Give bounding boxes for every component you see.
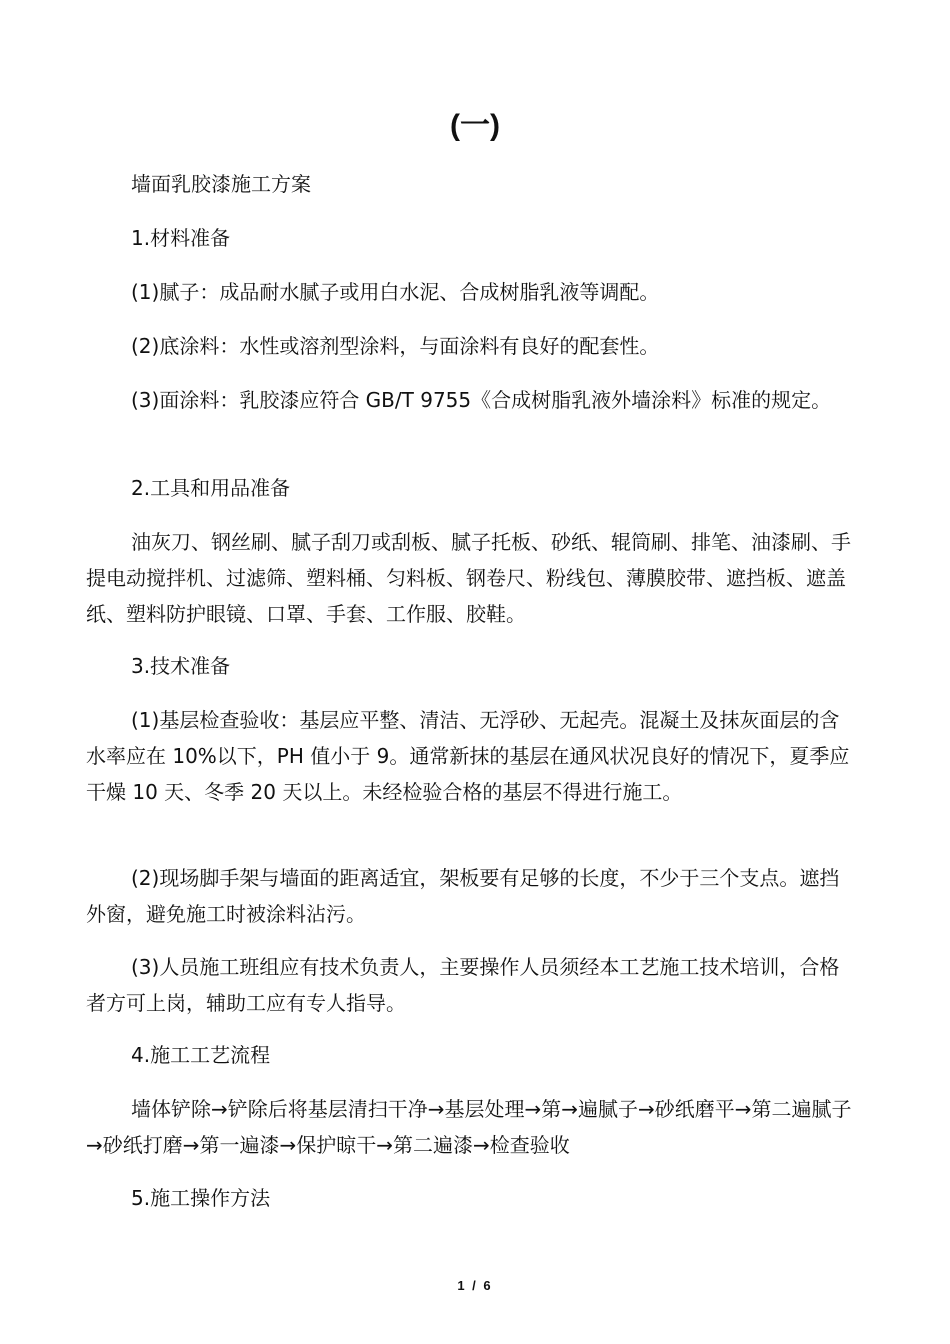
paragraph-base-inspection: (1)基层检查验收：基层应平整、清洁、无浮砂、无起壳。混凝土及抹灰面层的含水率应在 10%以下，PH 值小于 9。通常新抹的基层在通风状况良好的情况下，夏季应干燥 10 天、冬季 20 天以上。未经检验合格的基层不得进行施工。 xyxy=(86,708,850,804)
paragraph-primer: (2)底涂料：水性或溶剂型涂料，与面涂料有良好的配套性。 xyxy=(131,334,660,358)
paragraph-scaffold: (2)现场脚手架与墙面的距离适宜，架板要有足够的长度，不少于三个支点。遮挡外窗，避免施工时被涂料沾污。 xyxy=(86,866,840,926)
section-title-tools: 2.工具和用品准备 xyxy=(131,476,291,500)
paragraph-putty: (1)腻子：成品耐水腻子或用白水泥、合成树脂乳液等调配。 xyxy=(131,280,660,304)
page-indicator: 1 / 6 xyxy=(457,1278,493,1293)
document-title: 墙面乳胶漆施工方案 xyxy=(131,172,311,196)
paragraph-tools-list: 油灰刀、钢丝刷、腻子刮刀或刮板、腻子托板、砂纸、辊筒刷、排笔、油漆刷、手提电动搅拌机、过滤筛、塑料桶、匀料板、钢卷尺、粉线包、薄膜胶带、遮挡板、遮盖纸、塑料防护眼镜、口罩、手套、工作服、胶鞋。 xyxy=(86,530,851,626)
section-title-materials: 1.材料准备 xyxy=(131,226,231,250)
section-title-technical: 3.技术准备 xyxy=(131,654,231,678)
paragraph-process-flow: 墙体铲除→铲除后将基层清扫干净→基层处理→第→遍腻子→砂纸磨平→第二遍腻子→砂纸打磨→第一遍漆→保护晾干→第二遍漆→检查验收 xyxy=(86,1097,852,1157)
paragraph-personnel: (3)人员施工班组应有技术负责人，主要操作人员须经本工艺施工技术培训，合格者方可上岗，辅助工应有专人指导。 xyxy=(86,955,840,1015)
section-title-operation: 5.施工操作方法 xyxy=(131,1186,271,1210)
section-heading: (一) xyxy=(450,109,500,142)
paragraph-topcoat: (3)面涂料：乳胶漆应符合 GB/T 9755《合成树脂乳液外墙涂料》标准的规定。 xyxy=(131,388,832,412)
section-title-process: 4.施工工艺流程 xyxy=(131,1043,271,1067)
